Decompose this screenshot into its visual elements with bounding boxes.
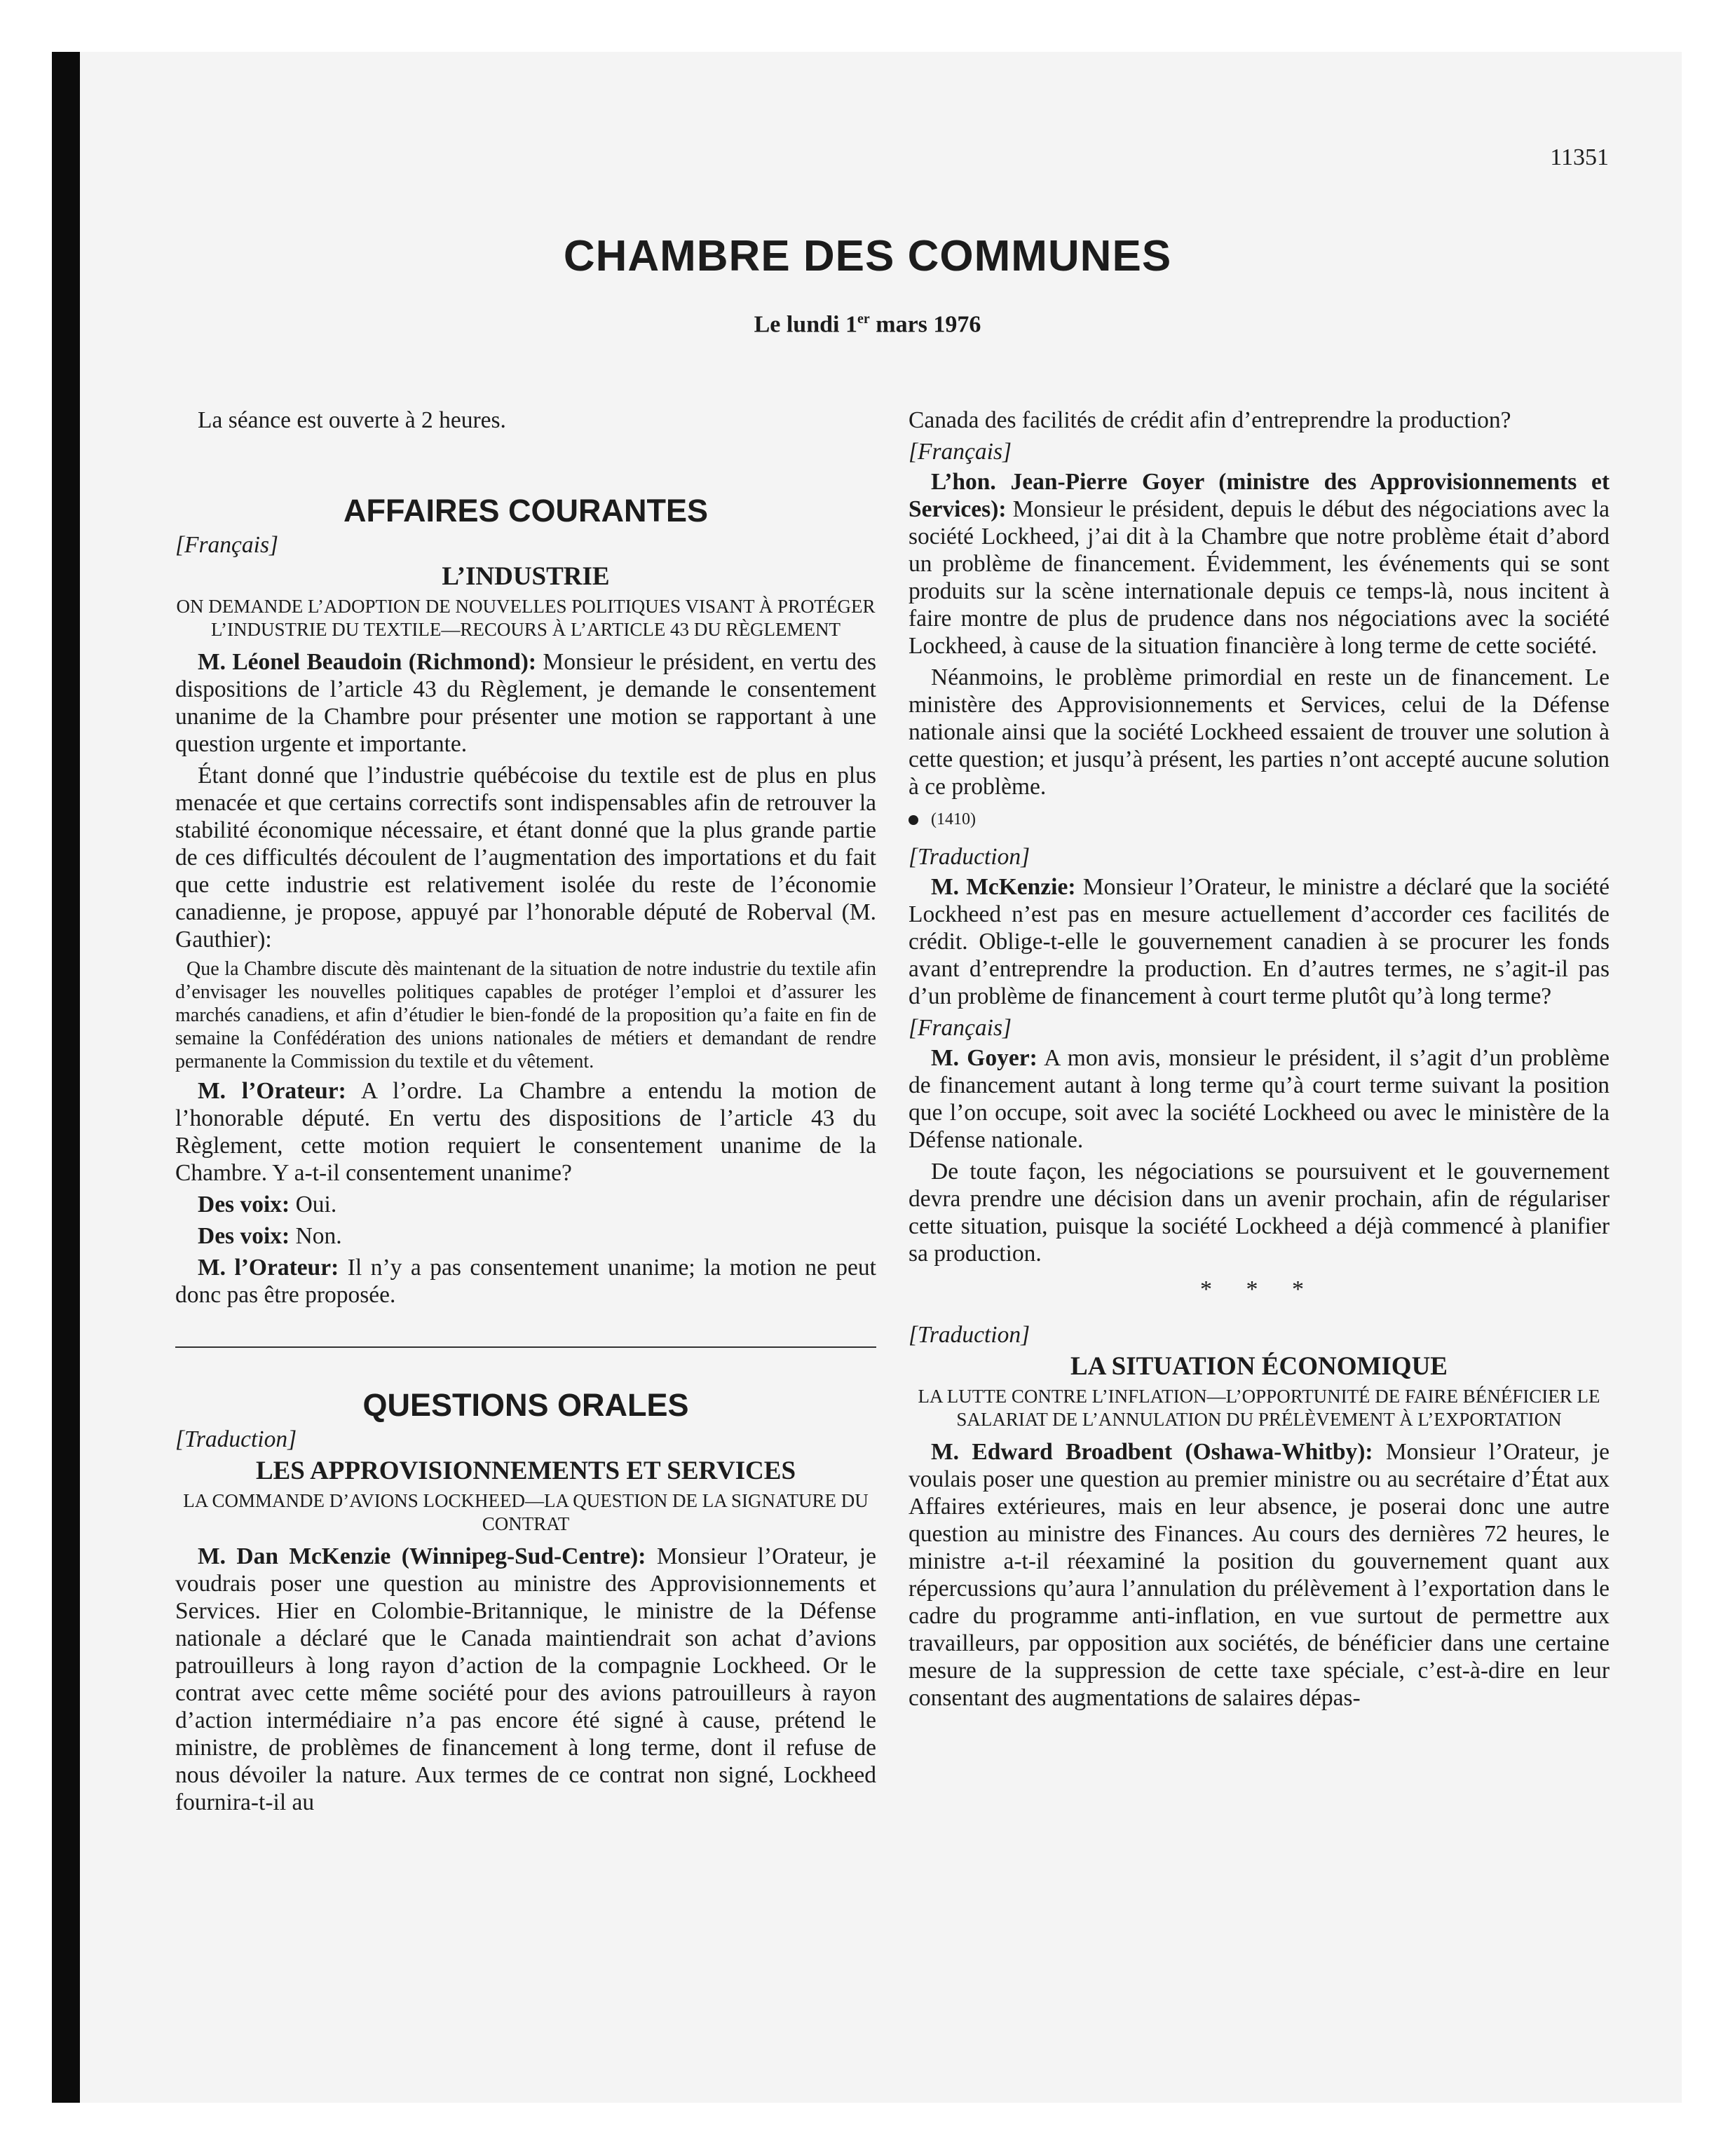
subject-heading: LA SITUATION ÉCONOMIQUE [1070,1352,1448,1381]
date-suffix: mars 1976 [869,311,981,338]
section-divider [175,1346,876,1348]
speaker-name: Des voix: [198,1223,290,1249]
speaker-name: M. l’Orateur: [198,1078,346,1104]
date-prefix: Le lundi 1 [754,311,857,338]
language-marker: [Traduction] [175,1426,297,1452]
speech-text: Oui. [290,1192,337,1217]
speech-paragraph [175,1222,876,1250]
page-number: 11351 [1550,144,1609,170]
subject-heading: LES APPROVISIONNEMENTS ET SERVICES [255,1456,796,1485]
speech-paragraph [909,468,1610,660]
speech-text: Monsieur le président, en vertu des dispositions de l’article 43 du Règlement, je demande le consentement unanime de la Chambre pour présenter une motion se rapportant à une question urgente et importante. [175,649,876,757]
section-title-routine-business: AFFAIRES COURANTES [343,493,709,528]
left-column [175,407,876,1820]
speaker-name: M. l’Orateur: [198,1255,339,1281]
speaker-name: M. McKenzie: [931,874,1076,900]
speaker-name: Des voix: [198,1192,290,1217]
language-marker: [Français] [909,439,1012,465]
subject-subheading: LA COMMANDE D’AVIONS LOCKHEED—LA QUESTION DE LA SIGNATURE DU CONTRAT [183,1490,869,1534]
speech-text: Monsieur l’Orateur, je voudrais poser une question au ministre des Approvisionnements et Services. Hier en Colombie-Britannique, le ministre de la Défense nationale a déclaré que le Canada maintiendrait son achat d’avions patrouilleurs à long rayon d’action de la compagnie Lockheed. Or le contrat avec cette même société pour des avions patrouilleurs à rayon d’action intermédiaire n’a pas encore été signé à cause, prétend le ministre, de problèmes de financement à long terme, dont il refuse de nous dévoiler la nature. Aux termes de ce contrat non signé, Lockheed fournira-t-il au [175,1543,876,1815]
language-marker: [Traduction] [909,844,1030,870]
speech-paragraph: Néanmoins, le problème primordial en reste un de financement. Le ministère des Approvisionnements et Services, celui de la Défense nationale ainsi que la société Lockheed essaient de trouver une solution à cette question; et jusqu’à présent, les parties n’ont accepté aucune solution à ce problème. [909,664,1610,800]
speaker-name: M. Edward Broadbent (Oshawa-Whitby): [931,1439,1373,1465]
date-ordinal: er [857,311,870,327]
section-title-oral-questions: QUESTIONS ORALES [362,1387,689,1423]
language-marker: [Français] [175,532,279,558]
subject-subheading: LA LUTTE CONTRE L’INFLATION—L’OPPORTUNITÉ DE FAIRE BÉNÉFICIER LE SALARIAT DE L’ANNULATION DU PRÉLÈVEMENT À L’EXPORTATION [918,1386,1600,1430]
right-column [909,407,1610,1716]
speech-paragraph [175,1543,876,1816]
time-marker [909,806,1610,833]
speech-paragraph: Canada des facilités de crédit afin d’entreprendre la production? [909,407,1511,433]
speech-text: A l’ordre. La Chambre a entendu la motion de l’honorable député. En vertu des dispositions de l’article 43 du Règlement, cette motion requiert le consentement unanime de la Chambre. Y a-t-il consentement unanime? [175,1078,876,1186]
time-marker-text: (1410) [931,810,976,828]
speech-text: A mon avis, monsieur le président, il s’agit d’un problème de financement autant à long terme qu’à court terme suivant la position que l’on occupe, soit avec la société Lockheed ou avec le ministère de la Défense nationale. [909,1045,1610,1153]
page-title: CHAMBRE DES COMMUNES [563,232,1172,280]
sitting-opening: La séance est ouverte à 2 heures. [198,407,506,433]
section-separator: * * * [1200,1276,1318,1302]
subject-heading: L’INDUSTRIE [442,562,610,591]
speech-text: Il n’y a pas consentement unanime; la motion ne peut donc pas être proposée. [175,1255,876,1308]
speech-text: Monsieur l’Orateur, le ministre a déclaré que la société Lockheed n’est pas en mesure actuellement d’accorder ces facilités de crédit. Oblige-t-elle le gouvernement canadien à se procurer les fonds avant d’entreprendre la production. En d’autres termes, ne s’agit-il pas d’un problème de financement à court terme plutôt qu’à long terme? [909,874,1610,1009]
speech-text: Non. [290,1223,342,1249]
speech-paragraph: Étant donné que l’industrie québécoise du textile est de plus en plus menacée et que certains correctifs sont indispensables afin de retrouver la stabilité économique nécessaire, et étant donné que la plus grande partie de ces difficultés découlent de l’augmentation des importations et du fait que cette industrie est relativement isolée du reste de l’économie canadienne, je propose, appuyé par l’honorable député de Roberval (M. Gauthier): [175,763,876,953]
language-marker: [Traduction] [909,1322,1030,1348]
speaker-name: M. Léonel Beaudoin (Richmond): [198,649,537,675]
motion-text: Que la Chambre discute dès maintenant de la situation de notre industrie du textile afin d’envisager les nouvelles politiques capables de protéger l’emploi et d’assurer les marchés canadiens, et afin d’étudier le bien-fondé de la proposition qu’a faite en fin de semaine la Confédération des unions nationales de métiers et demandant de rendre permanente la Commission du textile et du vêtement. [175,958,876,1072]
subject-subheading: ON DEMANDE L’ADOPTION DE NOUVELLES POLITIQUES VISANT À PROTÉGER L’INDUSTRIE DU TEXTILE—RECOURS À L’ARTICLE 43 DU RÈGLEMENT [176,596,876,640]
speech-paragraph [175,1077,876,1187]
speaker-name: M. Dan McKenzie (Winnipeg-Sud-Centre): [198,1543,646,1569]
speech-paragraph [909,1044,1610,1154]
speech-text: Monsieur l’Orateur, je voulais poser une question au premier ministre ou au secrétaire d’État aux Affaires extérieures, mais en leur absence, je poserai donc une autre question au ministre des Finances. Au cours des dernières 72 heures, le ministre a-t-il réexaminé la position du gouvernement quant aux répercussions qu’aura l’annulation du prélèvement à l’exportation dans le cadre du programme anti-inflation, en vue surtout de permettre aux travailleurs, par opposition aux sociétés, de bénéficier dans une certaine mesure de la suppression de cette taxe spéciale, c’est-à-dire en leur consentant des augmentations de salaires dépas- [909,1439,1610,1711]
speech-paragraph [175,1191,876,1218]
binding-edge [52,52,80,2103]
bullet-icon [909,815,918,825]
speech-paragraph [909,1438,1610,1712]
speech-paragraph [175,1254,876,1309]
speaker-name: L’hon. Jean-Pierre Goyer (ministre des Approvisionnements et Services): [909,469,1610,522]
language-marker: [Français] [909,1015,1012,1041]
speech-paragraph [909,873,1610,1010]
speech-paragraph [175,648,876,758]
speech-text: Monsieur le président, depuis le début des négociations avec la société Lockheed, j’ai dit à la Chambre que notre problème était d’abord un problème de financement. Évidemment, les événements qui se sont produits sur la scène internationale depuis ce temps-là, nous incitent à faire montre de plus de prudence dans nos négociations avec la société Lockheed, à cause de la situation financière à long terme de cette société. [909,496,1610,659]
speech-paragraph: De toute façon, les négociations se poursuivent et le gouvernement devra prendre une décision dans un avenir prochain, afin de régulariser cette situation, puisque la société Lockheed a déjà commencé à planifier sa production. [909,1159,1610,1267]
speaker-name: M. Goyer: [931,1045,1037,1071]
sitting-date [0,311,1735,338]
